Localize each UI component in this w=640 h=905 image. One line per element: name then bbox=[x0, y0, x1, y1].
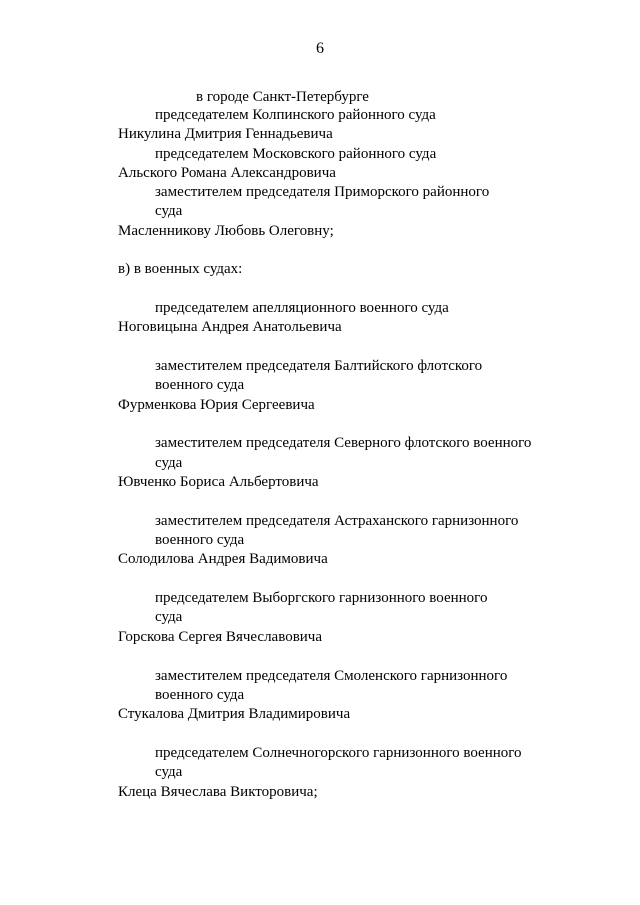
position-line: заместителем председателя Северного флотского военного bbox=[155, 435, 532, 451]
position-line: заместителем председателя Балтийского флотского bbox=[155, 358, 483, 374]
position-line: председателем апелляционного военного суда bbox=[155, 300, 449, 316]
person-name: Ноговицына Андрея Анатольевича bbox=[118, 319, 342, 335]
position-line: председателем Московского районного суда bbox=[155, 146, 437, 162]
person-name: Горскова Сергея Вячеславовича bbox=[118, 629, 323, 645]
position-line: суда bbox=[155, 203, 183, 219]
person-name: Никулина Дмитрия Геннадьевича bbox=[118, 126, 333, 142]
position-line: заместителем председателя Астраханского гарнизонного bbox=[155, 513, 519, 529]
person-name: Альского Романа Александровича bbox=[118, 165, 336, 181]
position-line: председателем Колпинского районного суда bbox=[155, 107, 436, 123]
city-heading: в городе Санкт-Петербурге bbox=[196, 89, 369, 105]
position-line: военного суда bbox=[155, 532, 245, 548]
page-number: 6 bbox=[316, 40, 324, 57]
position-line: председателем Солнечногорского гарнизонного военного bbox=[155, 745, 522, 761]
position-line: заместителем председателя Смоленского гарнизонного bbox=[155, 668, 508, 684]
section-heading: в) в военных судах: bbox=[118, 261, 243, 277]
position-line: председателем Выборгского гарнизонного военного bbox=[155, 590, 488, 606]
position-line: суда bbox=[155, 609, 183, 625]
person-name: Стукалова Дмитрия Владимировича bbox=[118, 706, 351, 722]
person-name: Фурменкова Юрия Сергеевича bbox=[118, 397, 315, 413]
position-line: военного суда bbox=[155, 687, 245, 703]
person-name: Масленникову Любовь Олеговну; bbox=[118, 223, 334, 239]
position-line: суда bbox=[155, 764, 183, 780]
position-line: военного суда bbox=[155, 377, 245, 393]
person-name: Ювченко Бориса Альбертовича bbox=[118, 474, 319, 490]
person-name: Солодилова Андрея Вадимовича bbox=[118, 551, 328, 567]
person-name: Клеца Вячеслава Викторовича; bbox=[118, 784, 318, 800]
position-line: суда bbox=[155, 455, 183, 471]
position-line: заместителем председателя Приморского районного bbox=[155, 184, 490, 200]
